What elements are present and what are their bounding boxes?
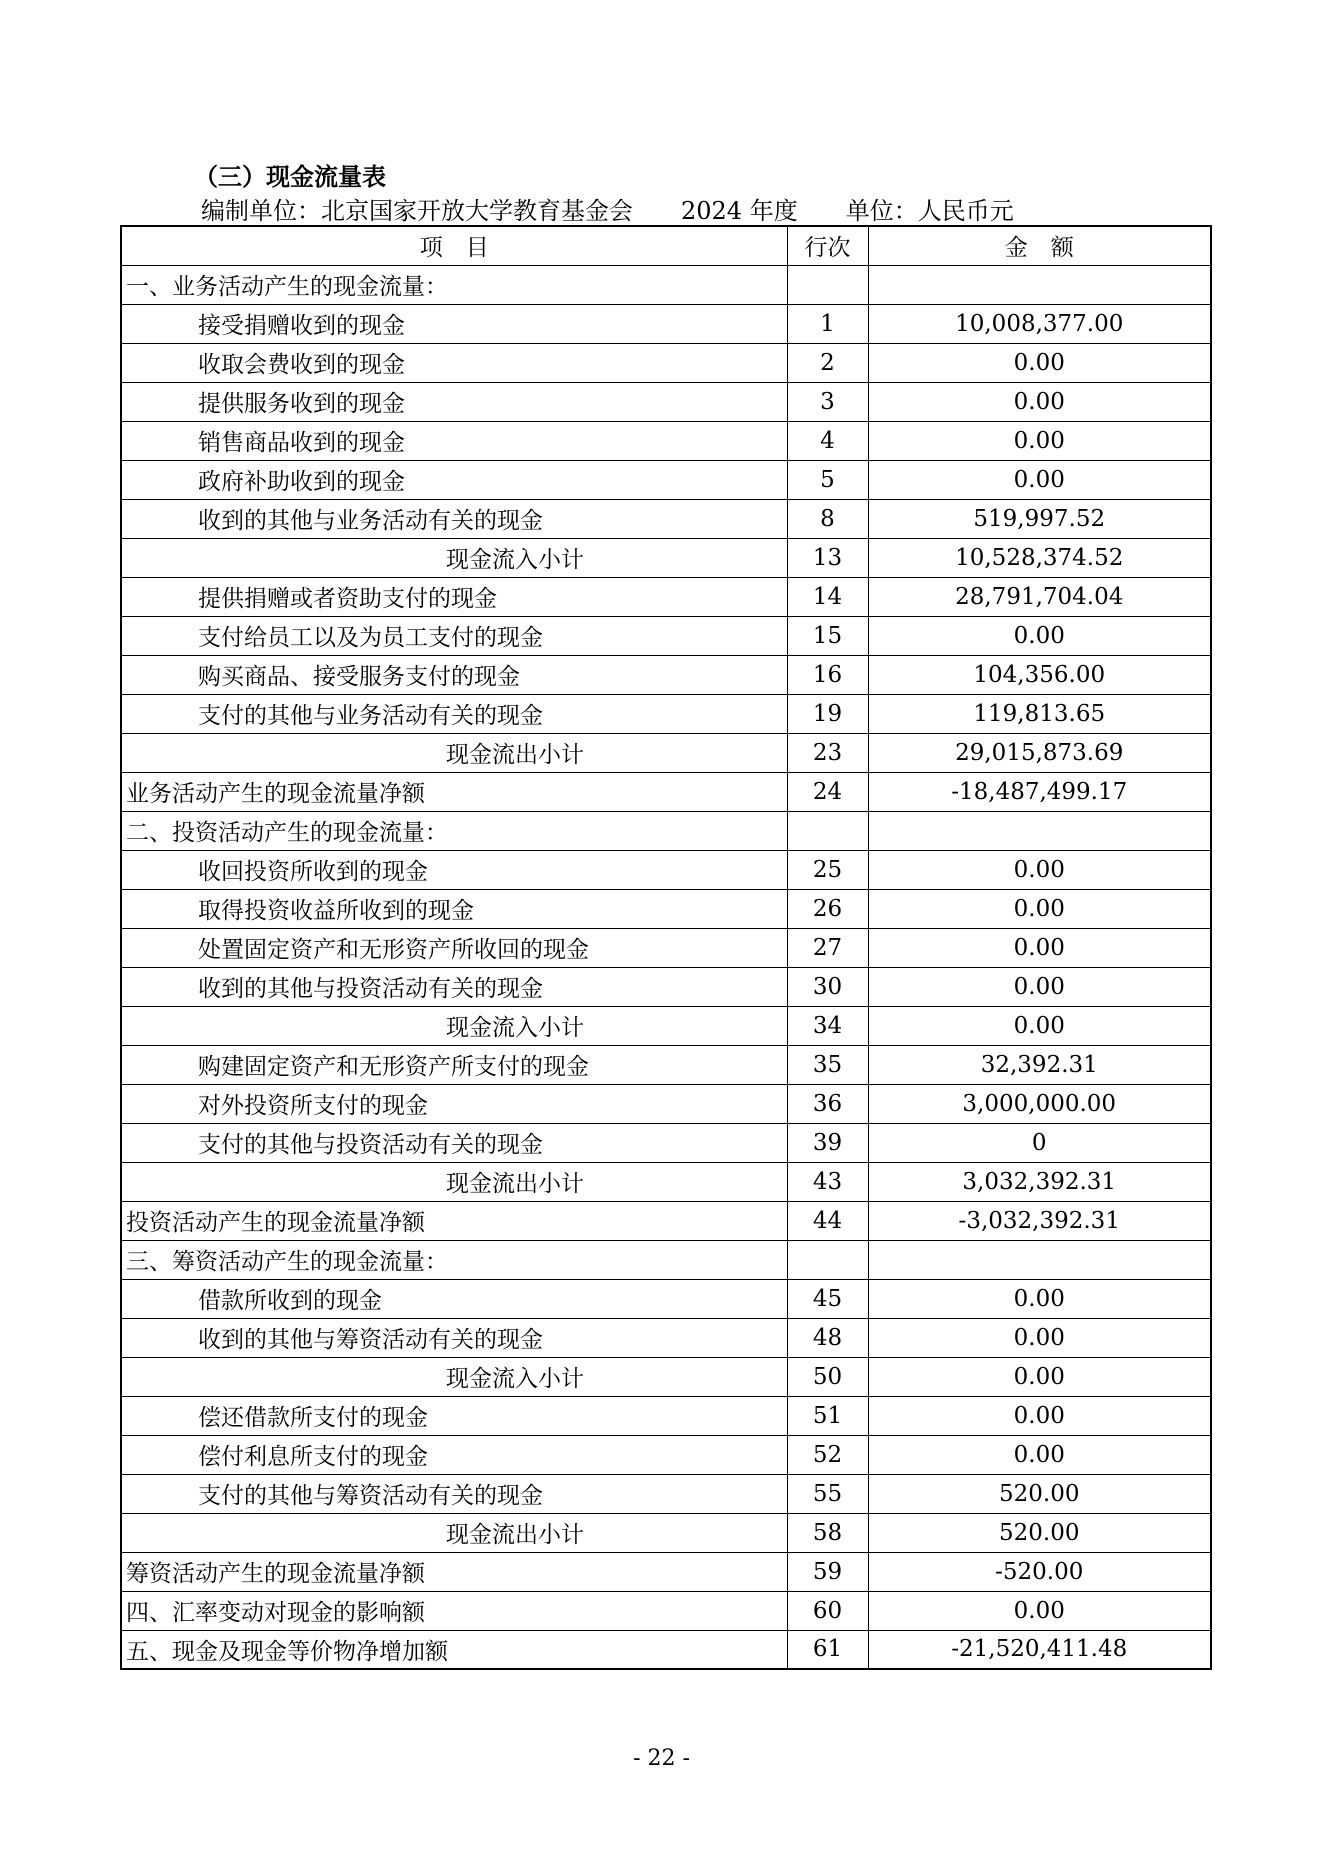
row-line-number: 27 xyxy=(787,928,868,967)
row-amount: -3,032,392.31 xyxy=(868,1201,1211,1240)
row-amount: 3,000,000.00 xyxy=(868,1084,1211,1123)
row-line-number: 39 xyxy=(787,1123,868,1162)
row-item-label: 一、业务活动产生的现金流量： xyxy=(121,265,787,304)
row-item-label: 处置固定资产和无形资产所收回的现金 xyxy=(121,928,787,967)
row-amount: 104,356.00 xyxy=(868,655,1211,694)
table-row xyxy=(121,1474,1211,1513)
row-line-number: 50 xyxy=(787,1357,868,1396)
row-line-number: 52 xyxy=(787,1435,868,1474)
row-amount: 0 xyxy=(868,1123,1211,1162)
row-line-number: 2 xyxy=(787,343,868,382)
table-header-row xyxy=(121,226,1211,265)
row-amount: 32,392.31 xyxy=(868,1045,1211,1084)
row-amount: 0.00 xyxy=(868,850,1211,889)
row-amount: 0.00 xyxy=(868,889,1211,928)
row-line-number: 25 xyxy=(787,850,868,889)
row-line-number: 59 xyxy=(787,1552,868,1591)
row-item-label: 现金流出小计 xyxy=(121,733,787,772)
row-item-label: 支付的其他与投资活动有关的现金 xyxy=(121,1123,787,1162)
row-item-label: 对外投资所支付的现金 xyxy=(121,1084,787,1123)
row-item-label: 现金流出小计 xyxy=(121,1162,787,1201)
page-number: - 22 - xyxy=(633,1746,690,1771)
column-header-item: 项 目 xyxy=(121,226,787,265)
row-amount: 0.00 xyxy=(868,616,1211,655)
row-item-label: 借款所收到的现金 xyxy=(121,1279,787,1318)
cash-flow-table xyxy=(120,225,1212,1670)
row-amount: 29,015,873.69 xyxy=(868,733,1211,772)
table-row xyxy=(121,577,1211,616)
table-row xyxy=(121,1435,1211,1474)
table-row xyxy=(121,1279,1211,1318)
table-row xyxy=(121,343,1211,382)
row-item-label: 购建固定资产和无形资产所支付的现金 xyxy=(121,1045,787,1084)
row-item-label: 收到的其他与投资活动有关的现金 xyxy=(121,967,787,1006)
row-line-number: 55 xyxy=(787,1474,868,1513)
row-amount: 10,008,377.00 xyxy=(868,304,1211,343)
row-line-number xyxy=(787,265,868,304)
row-line-number: 1 xyxy=(787,304,868,343)
table-row xyxy=(121,1084,1211,1123)
table-row xyxy=(121,1513,1211,1552)
row-amount xyxy=(868,811,1211,850)
table-row xyxy=(121,1162,1211,1201)
row-line-number: 5 xyxy=(787,460,868,499)
table-row xyxy=(121,811,1211,850)
row-item-label: 现金流入小计 xyxy=(121,538,787,577)
table-row xyxy=(121,265,1211,304)
row-amount xyxy=(868,1240,1211,1279)
table-row xyxy=(121,1045,1211,1084)
row-amount: 10,528,374.52 xyxy=(868,538,1211,577)
row-amount: 0.00 xyxy=(868,1591,1211,1630)
row-amount: 0.00 xyxy=(868,1435,1211,1474)
row-item-label: 五、现金及现金等价物净增加额 xyxy=(121,1630,787,1669)
row-item-label: 三、筹资活动产生的现金流量： xyxy=(121,1240,787,1279)
table-row xyxy=(121,499,1211,538)
row-item-label: 筹资活动产生的现金流量净额 xyxy=(121,1552,787,1591)
row-item-label: 四、汇率变动对现金的影响额 xyxy=(121,1591,787,1630)
row-amount: -520.00 xyxy=(868,1552,1211,1591)
table-row xyxy=(121,1123,1211,1162)
row-amount: 0.00 xyxy=(868,460,1211,499)
row-item-label: 收回投资所收到的现金 xyxy=(121,850,787,889)
table-row xyxy=(121,1357,1211,1396)
row-amount xyxy=(868,265,1211,304)
table-row xyxy=(121,928,1211,967)
row-line-number: 3 xyxy=(787,382,868,421)
row-item-label: 支付的其他与筹资活动有关的现金 xyxy=(121,1474,787,1513)
table-row xyxy=(121,733,1211,772)
table-row xyxy=(121,1240,1211,1279)
row-amount: 0.00 xyxy=(868,1006,1211,1045)
organization-label: 编制单位：北京国家开放大学教育基金会 xyxy=(201,197,633,225)
row-line-number: 48 xyxy=(787,1318,868,1357)
row-line-number: 34 xyxy=(787,1006,868,1045)
row-item-label: 现金流出小计 xyxy=(121,1513,787,1552)
row-amount: 0.00 xyxy=(868,967,1211,1006)
table-row xyxy=(121,1591,1211,1630)
row-item-label: 收取会费收到的现金 xyxy=(121,343,787,382)
row-line-number: 15 xyxy=(787,616,868,655)
row-item-label: 购买商品、接受服务支付的现金 xyxy=(121,655,787,694)
row-amount: 0.00 xyxy=(868,1357,1211,1396)
table-row xyxy=(121,1006,1211,1045)
table-row xyxy=(121,538,1211,577)
row-item-label: 取得投资收益所收到的现金 xyxy=(121,889,787,928)
row-line-number: 44 xyxy=(787,1201,868,1240)
cash-flow-table-body xyxy=(121,265,1211,1669)
row-item-label: 现金流入小计 xyxy=(121,1006,787,1045)
column-header-line-no: 行次 xyxy=(787,226,868,265)
row-line-number: 60 xyxy=(787,1591,868,1630)
row-line-number xyxy=(787,1240,868,1279)
row-item-label: 收到的其他与业务活动有关的现金 xyxy=(121,499,787,538)
row-line-number: 16 xyxy=(787,655,868,694)
row-item-label: 业务活动产生的现金流量净额 xyxy=(121,772,787,811)
row-amount: 0.00 xyxy=(868,343,1211,382)
row-amount: 119,813.65 xyxy=(868,694,1211,733)
fiscal-year-label: 2024 年度 xyxy=(681,197,798,225)
row-item-label: 支付的其他与业务活动有关的现金 xyxy=(121,694,787,733)
table-row xyxy=(121,772,1211,811)
row-amount: -21,520,411.48 xyxy=(868,1630,1211,1669)
row-item-label: 偿付利息所支付的现金 xyxy=(121,1435,787,1474)
table-row xyxy=(121,382,1211,421)
row-amount: 28,791,704.04 xyxy=(868,577,1211,616)
row-line-number: 4 xyxy=(787,421,868,460)
table-row xyxy=(121,304,1211,343)
table-row xyxy=(121,421,1211,460)
row-item-label: 现金流入小计 xyxy=(121,1357,787,1396)
row-amount: 519,997.52 xyxy=(868,499,1211,538)
row-line-number: 51 xyxy=(787,1396,868,1435)
row-line-number: 13 xyxy=(787,538,868,577)
row-item-label: 政府补助收到的现金 xyxy=(121,460,787,499)
row-item-label: 接受捐赠收到的现金 xyxy=(121,304,787,343)
row-item-label: 提供服务收到的现金 xyxy=(121,382,787,421)
statement-title: （三）现金流量表 xyxy=(194,163,386,191)
row-item-label: 支付给员工以及为员工支付的现金 xyxy=(121,616,787,655)
row-line-number: 19 xyxy=(787,694,868,733)
row-amount: 0.00 xyxy=(868,928,1211,967)
row-item-label: 销售商品收到的现金 xyxy=(121,421,787,460)
row-item-label: 二、投资活动产生的现金流量： xyxy=(121,811,787,850)
row-line-number xyxy=(787,811,868,850)
table-row xyxy=(121,616,1211,655)
column-header-amount: 金 额 xyxy=(868,226,1211,265)
row-amount: 520.00 xyxy=(868,1474,1211,1513)
row-line-number: 23 xyxy=(787,733,868,772)
row-item-label: 收到的其他与筹资活动有关的现金 xyxy=(121,1318,787,1357)
table-row xyxy=(121,1396,1211,1435)
row-line-number: 8 xyxy=(787,499,868,538)
table-row xyxy=(121,967,1211,1006)
row-amount: 0.00 xyxy=(868,1279,1211,1318)
table-row xyxy=(121,655,1211,694)
row-amount: 0.00 xyxy=(868,421,1211,460)
row-line-number: 30 xyxy=(787,967,868,1006)
row-item-label: 投资活动产生的现金流量净额 xyxy=(121,1201,787,1240)
table-row xyxy=(121,1630,1211,1669)
row-line-number: 26 xyxy=(787,889,868,928)
row-line-number: 45 xyxy=(787,1279,868,1318)
row-line-number: 24 xyxy=(787,772,868,811)
table-row xyxy=(121,1552,1211,1591)
row-amount: 0.00 xyxy=(868,1318,1211,1357)
table-row xyxy=(121,460,1211,499)
row-amount: 3,032,392.31 xyxy=(868,1162,1211,1201)
table-row xyxy=(121,694,1211,733)
row-line-number: 61 xyxy=(787,1630,868,1669)
row-amount: 520.00 xyxy=(868,1513,1211,1552)
row-line-number: 58 xyxy=(787,1513,868,1552)
row-line-number: 14 xyxy=(787,577,868,616)
row-item-label: 提供捐赠或者资助支付的现金 xyxy=(121,577,787,616)
row-amount: 0.00 xyxy=(868,1396,1211,1435)
row-line-number: 35 xyxy=(787,1045,868,1084)
row-line-number: 36 xyxy=(787,1084,868,1123)
statement-meta xyxy=(201,194,1014,228)
row-amount: 0.00 xyxy=(868,382,1211,421)
row-line-number: 43 xyxy=(787,1162,868,1201)
row-item-label: 偿还借款所支付的现金 xyxy=(121,1396,787,1435)
table-row xyxy=(121,1201,1211,1240)
table-row xyxy=(121,850,1211,889)
table-row xyxy=(121,1318,1211,1357)
row-amount: -18,487,499.17 xyxy=(868,772,1211,811)
table-row xyxy=(121,889,1211,928)
currency-unit-label: 单位：人民币元 xyxy=(845,197,1014,225)
